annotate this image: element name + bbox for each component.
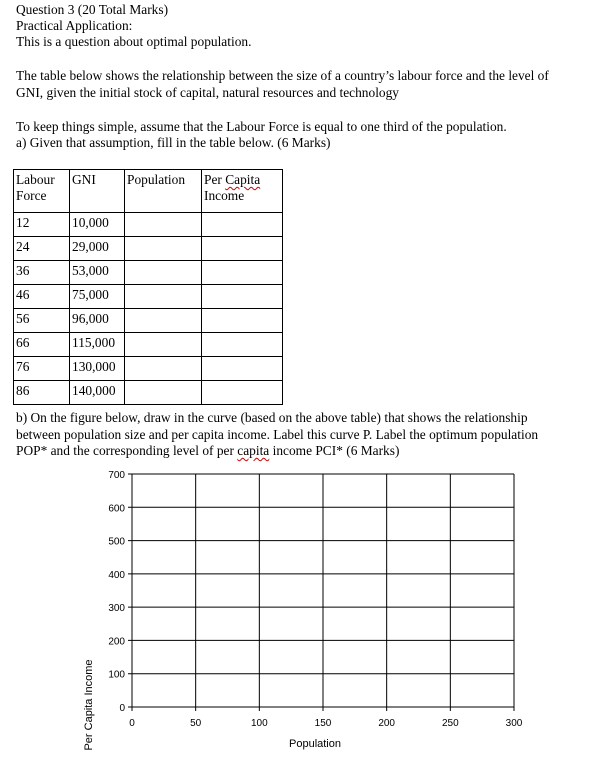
- x-tick-label: 0: [129, 718, 135, 729]
- data-table: [13, 169, 283, 405]
- question-description: This is a question about optimal population.: [16, 34, 252, 49]
- cell-gni: 10,000: [70, 213, 125, 237]
- x-tick-label: 50: [190, 718, 202, 729]
- cell-per-capita-income[interactable]: [202, 285, 283, 309]
- part-a-line-1: To keep things simple, assume that the Labour Force is equal to one third of the population.: [16, 119, 507, 134]
- y-tick-label: 700: [108, 470, 125, 481]
- y-tick-label: 600: [108, 503, 125, 515]
- cell-labour-force: 46: [14, 285, 70, 309]
- x-tick-label: 300: [505, 718, 523, 729]
- question-subtitle: Practical Application:: [16, 18, 133, 33]
- x-axis-label: Population: [289, 738, 341, 750]
- cell-labour-force: 36: [14, 261, 70, 285]
- cell-labour-force: 76: [14, 357, 70, 381]
- cell-labour-force: 86: [14, 381, 70, 405]
- cell-gni: 96,000: [70, 309, 125, 333]
- cell-population[interactable]: [125, 213, 202, 237]
- table-row: [14, 357, 283, 381]
- cell-labour-force: 24: [14, 237, 70, 261]
- cell-per-capita-income[interactable]: [202, 261, 283, 285]
- cell-population[interactable]: [125, 357, 202, 381]
- header-per-capita-income: Per Capita Income: [202, 170, 283, 213]
- table-row: [14, 309, 283, 333]
- header-labour-force: Labour Force: [14, 170, 70, 213]
- intro-line-2: GNI, given the initial stock of capital, natural resources and technology: [16, 85, 399, 100]
- table-row: [14, 381, 283, 405]
- y-tick-label: 300: [108, 603, 125, 615]
- cell-gni: 140,000: [70, 381, 125, 405]
- header-population: Population: [125, 170, 202, 213]
- intro-line-1: The table below shows the relationship between the size of a country’s labour force and the level of: [16, 68, 549, 83]
- y-tick-label: 500: [108, 536, 125, 548]
- cell-population[interactable]: [125, 261, 202, 285]
- cell-per-capita-income[interactable]: [202, 237, 283, 261]
- cell-gni: 75,000: [70, 285, 125, 309]
- y-axis-label: Per Capita Income: [83, 659, 95, 751]
- cell-population[interactable]: [125, 381, 202, 405]
- x-tick-label: 250: [441, 718, 459, 729]
- table-row: [14, 285, 283, 309]
- cell-population[interactable]: [125, 285, 202, 309]
- cell-per-capita-income[interactable]: [202, 213, 283, 237]
- cell-gni: 53,000: [70, 261, 125, 285]
- cell-per-capita-income[interactable]: [202, 381, 283, 405]
- y-tick-label: 400: [108, 569, 125, 581]
- cell-labour-force: 66: [14, 333, 70, 357]
- table-row: [14, 333, 283, 357]
- table-row: [14, 213, 283, 237]
- part-a-line-2: a) Given that assumption, fill in the table below. (6 Marks): [16, 135, 331, 150]
- header-gni: GNI: [70, 170, 125, 213]
- x-tick-label: 150: [314, 718, 332, 729]
- x-tick-label: 200: [378, 718, 396, 729]
- cell-labour-force: 56: [14, 309, 70, 333]
- part-b-line-2: between population size and per capita income. Label this curve P. Label the optimum population: [16, 427, 539, 442]
- table-row: [14, 261, 283, 285]
- cell-per-capita-income[interactable]: [202, 357, 283, 381]
- cell-labour-force: 12: [14, 213, 70, 237]
- cell-population[interactable]: [125, 237, 202, 261]
- question-title: Question 3 (20 Total Marks): [16, 2, 169, 17]
- chart: [0, 464, 614, 764]
- part-b-line-1: b) On the figure below, draw in the curve (based on the above table) that shows the relationship: [16, 410, 528, 425]
- cell-population[interactable]: [125, 333, 202, 357]
- part-b-line-3: POP* and the corresponding level of per capita income PCI* (6 Marks): [16, 443, 400, 458]
- y-tick-label: 100: [108, 669, 125, 681]
- cell-per-capita-income[interactable]: [202, 309, 283, 333]
- x-tick-label: 100: [250, 718, 268, 729]
- cell-population[interactable]: [125, 309, 202, 333]
- cell-gni: 130,000: [70, 357, 125, 381]
- table-header-row: [14, 170, 283, 213]
- table-row: [14, 237, 283, 261]
- cell-per-capita-income[interactable]: [202, 333, 283, 357]
- cell-gni: 115,000: [70, 333, 125, 357]
- cell-gni: 29,000: [70, 237, 125, 261]
- y-tick-label: 0: [119, 703, 125, 714]
- y-tick-label: 200: [108, 636, 125, 648]
